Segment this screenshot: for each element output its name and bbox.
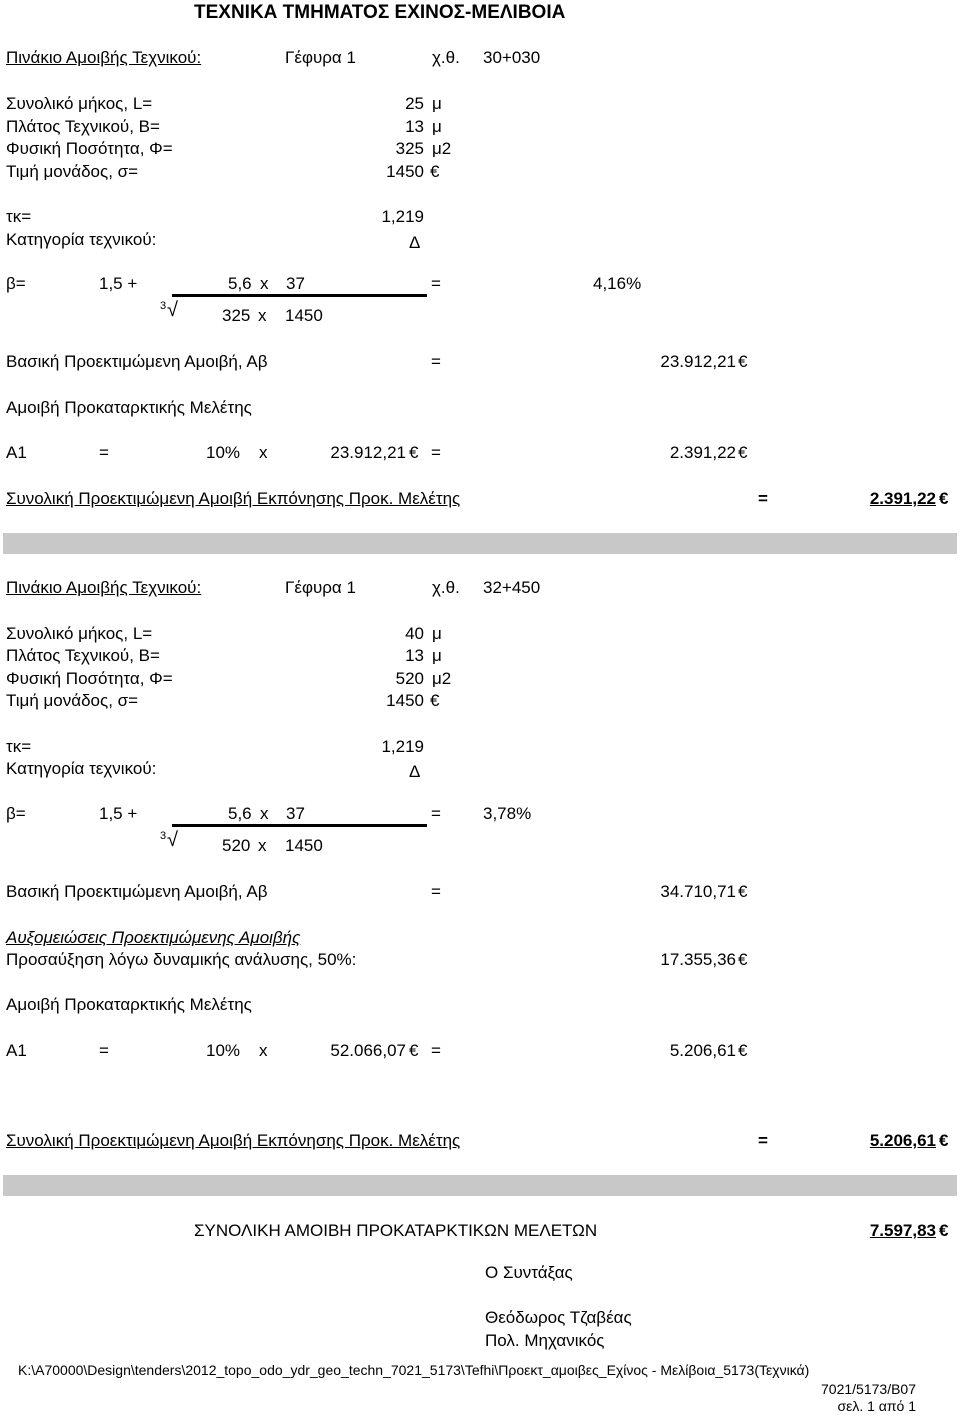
beta-constant: 1,5 + [99, 804, 138, 823]
total-label: Συνολική Προεκτιμώμενη Αμοιβή Εκπόνησης Προκ. Μελέτης [6, 1131, 461, 1150]
euro-symbol: € [738, 1041, 748, 1060]
total-label: Συνολική Προεκτιμώμενη Αμοιβή Εκπόνησης Προκ. Μελέτης [6, 489, 461, 508]
root-index: 3 [160, 830, 167, 842]
tk-value: 1,219 [381, 737, 424, 756]
tk-value: 1,219 [381, 207, 424, 226]
unit-price-label: Τιμή μονάδος, σ= [6, 162, 139, 181]
beta-label: β= [6, 804, 26, 823]
category-value: Δ [409, 762, 421, 781]
total-equals: = [758, 1131, 768, 1150]
length-unit: μ [432, 624, 442, 643]
beta-equals: = [431, 804, 441, 823]
euro-symbol: € [939, 1221, 949, 1240]
euro-symbol: € [939, 1131, 949, 1150]
fraction-line [172, 824, 427, 827]
a1-equals: = [99, 443, 109, 462]
beta-constant: 1,5 + [99, 274, 138, 293]
page-title: ΤΕΧΝΙΚΑ ΤΜΗΜΑΤΟΣ ΕΧΙΝΟΣ-ΜΕΛΙΒΟΙΑ [194, 2, 566, 23]
width-unit: μ [432, 646, 442, 665]
beta-denominator-a: 325 [222, 306, 251, 325]
base-fee-value: 23.912,21 [660, 352, 736, 371]
width-value: 13 [405, 117, 424, 136]
a1-percent: 10% [206, 443, 241, 462]
a1-equals-2: = [431, 443, 441, 462]
section-header-label: Πινάκιο Αμοιβής Τεχνικού: [6, 578, 202, 597]
a1-equals: = [99, 1041, 109, 1060]
bridge-name: Γέφυρα 1 [285, 578, 356, 597]
quantity-value: 520 [395, 669, 424, 688]
beta-result: 4,16% [593, 274, 642, 293]
author-role: Ο Συντάξας [485, 1263, 573, 1282]
length-unit: μ [432, 94, 442, 113]
section-header-label: Πινάκιο Αμοιβής Τεχνικού: [6, 48, 202, 67]
beta-label: β= [6, 274, 26, 293]
cube-root-icon: √ [167, 299, 178, 321]
beta-numerator-a: 5,6 [228, 274, 252, 293]
beta-numerator-b: 37 [286, 804, 305, 823]
chainage-value: 32+450 [483, 578, 541, 597]
fraction-line [172, 294, 427, 297]
a1-times: x [259, 443, 268, 462]
a1-percent: 10% [206, 1041, 241, 1060]
euro-symbol: € [430, 691, 440, 710]
beta-denominator-x: x [258, 836, 267, 855]
beta-numerator-b: 37 [286, 274, 305, 293]
length-label: Συνολικό μήκος, L= [6, 94, 153, 113]
length-value: 25 [405, 94, 424, 113]
euro-symbol: € [430, 162, 440, 181]
length-value: 40 [405, 624, 424, 643]
quantity-unit: μ2 [432, 669, 452, 688]
tk-label: τκ= [6, 737, 32, 756]
beta-equals: = [431, 274, 441, 293]
grand-total-value: 7.597,83 [869, 1221, 936, 1240]
euro-symbol: € [738, 950, 748, 969]
euro-symbol: € [738, 882, 748, 901]
a1-base: 52.066,07 [330, 1041, 406, 1060]
width-unit: μ [432, 117, 442, 136]
unit-price-label: Τιμή μονάδος, σ= [6, 691, 139, 710]
prelim-study-label: Αμοιβή Προκαταρκτικής Μελέτης [6, 398, 252, 417]
category-label: Κατηγορία τεχνικού: [6, 230, 157, 249]
beta-numerator-x: x [260, 804, 269, 823]
a1-equals-2: = [431, 1041, 441, 1060]
category-value: Δ [409, 233, 421, 252]
euro-symbol: € [738, 352, 748, 371]
chainage-label: χ.θ. [432, 48, 460, 67]
increase-label: Προσαύξηση λόγω δυναμικής ανάλυσης, 50%: [6, 950, 357, 969]
beta-numerator-x: x [260, 274, 269, 293]
author-name: Θεόδωρος Τζαβέας [485, 1308, 632, 1327]
base-fee-equals: = [431, 352, 441, 371]
footer-page-number: σελ. 1 από 1 [837, 1398, 916, 1414]
a1-base: 23.912,21 [330, 443, 406, 462]
beta-numerator-a: 5,6 [228, 804, 252, 823]
base-fee-label: Βασική Προεκτιμώμενη Αμοιβή, Αβ [6, 882, 268, 901]
base-fee-equals: = [431, 882, 441, 901]
section-divider [3, 533, 957, 554]
beta-result: 3,78% [483, 804, 532, 823]
euro-symbol: € [409, 443, 419, 462]
base-fee-label: Βασική Προεκτιμώμενη Αμοιβή, Αβ [6, 352, 268, 371]
grand-total-label: ΣΥΝΟΛΙΚΗ ΑΜΟΙΒΗ ΠΡΟΚΑΤΑΡΚΤΙΚΩΝ ΜΕΛΕΤΩΝ [194, 1221, 598, 1240]
tk-label: τκ= [6, 207, 32, 226]
chainage-label: χ.θ. [432, 578, 460, 597]
length-label: Συνολικό μήκος, L= [6, 624, 153, 643]
width-value: 13 [405, 646, 424, 665]
category-label: Κατηγορία τεχνικού: [6, 759, 157, 778]
euro-symbol: € [738, 443, 748, 462]
beta-denominator-a: 520 [222, 836, 251, 855]
cube-root-icon: √ [167, 829, 178, 851]
increase-value: 17.355,36 [660, 950, 736, 969]
total-value: 5.206,61 [869, 1131, 936, 1150]
quantity-label: Φυσική Ποσότητα, Φ= [6, 669, 173, 688]
increase-header: Αυξομειώσεις Προεκτιμώμενης Αμοιβής [6, 928, 301, 947]
quantity-label: Φυσική Ποσότητα, Φ= [6, 139, 173, 158]
a1-label: Α1 [6, 443, 27, 462]
unit-price-value: 1450 [386, 691, 424, 710]
euro-symbol: € [409, 1041, 419, 1060]
chainage-value: 30+030 [483, 48, 541, 67]
footer-file-path: K:\A70000\Design\tenders\2012_topo_odo_ydr_geo_techn_7021_5173\Tefhi\Προεκτ_αμοιβες_Εχίνος - Μελίβοια_5173(Τεχνικά) [18, 1362, 810, 1378]
footer-document-code: 7021/5173/B07 [821, 1381, 916, 1397]
unit-price-value: 1450 [386, 162, 424, 181]
total-equals: = [758, 489, 768, 508]
prelim-study-label: Αμοιβή Προκαταρκτικής Μελέτης [6, 995, 252, 1014]
beta-denominator-b: 1450 [285, 306, 323, 325]
a1-times: x [259, 1041, 268, 1060]
beta-denominator-b: 1450 [285, 836, 323, 855]
euro-symbol: € [939, 489, 949, 508]
quantity-unit: μ2 [432, 139, 452, 158]
section-divider [3, 1175, 957, 1196]
a1-result: 5.206,61 [669, 1041, 736, 1060]
beta-denominator-x: x [258, 306, 267, 325]
quantity-value: 325 [395, 139, 424, 158]
a1-label: Α1 [6, 1041, 27, 1060]
total-value: 2.391,22 [869, 489, 936, 508]
width-label: Πλάτος Τεχνικού, B= [6, 117, 160, 136]
author-title: Πολ. Μηχανικός [485, 1331, 605, 1350]
bridge-name: Γέφυρα 1 [285, 48, 356, 67]
root-index: 3 [160, 300, 167, 312]
width-label: Πλάτος Τεχνικού, B= [6, 646, 160, 665]
base-fee-value: 34.710,71 [660, 882, 736, 901]
a1-result: 2.391,22 [669, 443, 736, 462]
